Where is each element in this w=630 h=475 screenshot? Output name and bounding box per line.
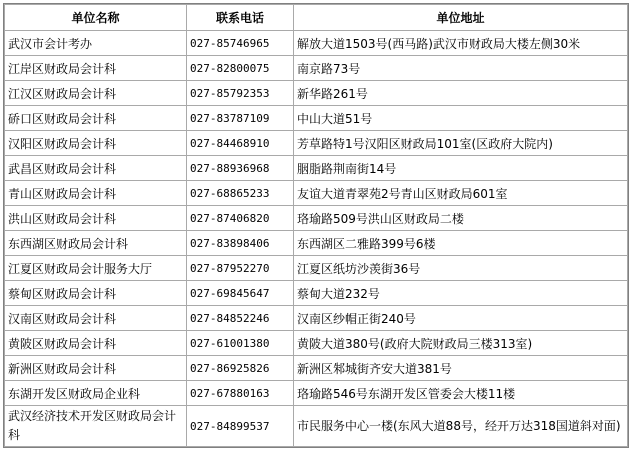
header-address: 单位地址 xyxy=(294,5,627,30)
table-row xyxy=(5,231,627,255)
header-unit-name: 单位名称 xyxy=(5,5,186,30)
phone-cell: 027-69845647 xyxy=(187,281,293,305)
address-cell: 汉南区纱帽正街240号 xyxy=(294,306,627,330)
table-header-row xyxy=(5,5,627,30)
address-cell: 友谊大道青翠苑2号青山区财政局601室 xyxy=(294,181,627,205)
unit-name-cell: 硚口区财政局会计科 xyxy=(5,106,186,130)
address-cell: 新华路261号 xyxy=(294,81,627,105)
address-cell: 珞瑜路509号洪山区财政局二楼 xyxy=(294,206,627,230)
table-row xyxy=(5,206,627,230)
unit-name-cell: 武昌区财政局会计科 xyxy=(5,156,186,180)
table-row xyxy=(5,406,627,446)
address-cell: 江夏区纸坊沙羡街36号 xyxy=(294,256,627,280)
address-cell: 中山大道51号 xyxy=(294,106,627,130)
table-row xyxy=(5,156,627,180)
address-cell: 东西湖区二雅路399号6楼 xyxy=(294,231,627,255)
phone-cell: 027-87406820 xyxy=(187,206,293,230)
unit-name-cell: 武汉市会计考办 xyxy=(5,31,186,55)
phone-cell: 027-67880163 xyxy=(187,381,293,405)
phone-cell: 027-68865233 xyxy=(187,181,293,205)
address-cell: 胭脂路荆南街14号 xyxy=(294,156,627,180)
phone-cell: 027-87952270 xyxy=(187,256,293,280)
table-row xyxy=(5,356,627,380)
unit-name-cell: 青山区财政局会计科 xyxy=(5,181,186,205)
table-row xyxy=(5,106,627,130)
table-row xyxy=(5,56,627,80)
address-cell: 芳草路特1号汉阳区财政局101室(区政府大院内) xyxy=(294,131,627,155)
table-row xyxy=(5,81,627,105)
unit-name-cell: 蔡甸区财政局会计科 xyxy=(5,281,186,305)
unit-name-cell: 东湖开发区财政局企业科 xyxy=(5,381,186,405)
phone-cell: 027-85792353 xyxy=(187,81,293,105)
unit-name-cell: 洪山区财政局会计科 xyxy=(5,206,186,230)
address-cell: 南京路73号 xyxy=(294,56,627,80)
address-cell: 黄陂大道380号(政府大院财政局三楼313室) xyxy=(294,331,627,355)
unit-name-cell: 东西湖区财政局会计科 xyxy=(5,231,186,255)
unit-name-cell: 汉南区财政局会计科 xyxy=(5,306,186,330)
unit-name-cell: 武汉经济技术开发区财政局会计科 xyxy=(5,406,186,446)
phone-cell: 027-83787109 xyxy=(187,106,293,130)
table-row xyxy=(5,181,627,205)
address-cell: 新洲区邾城街齐安大道381号 xyxy=(294,356,627,380)
accounting-office-contact-table xyxy=(3,3,629,448)
header-phone: 联系电话 xyxy=(187,5,293,30)
table-row xyxy=(5,331,627,355)
phone-cell: 027-61001380 xyxy=(187,331,293,355)
unit-name-cell: 江夏区财政局会计服务大厅 xyxy=(5,256,186,280)
phone-cell: 027-82800075 xyxy=(187,56,293,80)
phone-cell: 027-83898406 xyxy=(187,231,293,255)
phone-cell: 027-84468910 xyxy=(187,131,293,155)
table-row xyxy=(5,381,627,405)
address-cell: 蔡甸大道232号 xyxy=(294,281,627,305)
unit-name-cell: 新洲区财政局会计科 xyxy=(5,356,186,380)
phone-cell: 027-84852246 xyxy=(187,306,293,330)
phone-cell: 027-86925826 xyxy=(187,356,293,380)
table-row xyxy=(5,131,627,155)
table-row xyxy=(5,306,627,330)
phone-cell: 027-88936968 xyxy=(187,156,293,180)
address-cell: 珞瑜路546号东湖开发区管委会大楼11楼 xyxy=(294,381,627,405)
table-row xyxy=(5,281,627,305)
unit-name-cell: 江汉区财政局会计科 xyxy=(5,81,186,105)
unit-name-cell: 江岸区财政局会计科 xyxy=(5,56,186,80)
phone-cell: 027-85746965 xyxy=(187,31,293,55)
table-body xyxy=(5,31,627,446)
table-row xyxy=(5,31,627,55)
unit-name-cell: 汉阳区财政局会计科 xyxy=(5,131,186,155)
address-cell: 解放大道1503号(西马路)武汉市财政局大楼左侧30米 xyxy=(294,31,627,55)
unit-name-cell: 黄陂区财政局会计科 xyxy=(5,331,186,355)
address-cell: 市民服务中心一楼(东风大道88号，经开万达318国道斜对面) xyxy=(294,406,627,446)
phone-cell: 027-84899537 xyxy=(187,406,293,446)
table-row xyxy=(5,256,627,280)
